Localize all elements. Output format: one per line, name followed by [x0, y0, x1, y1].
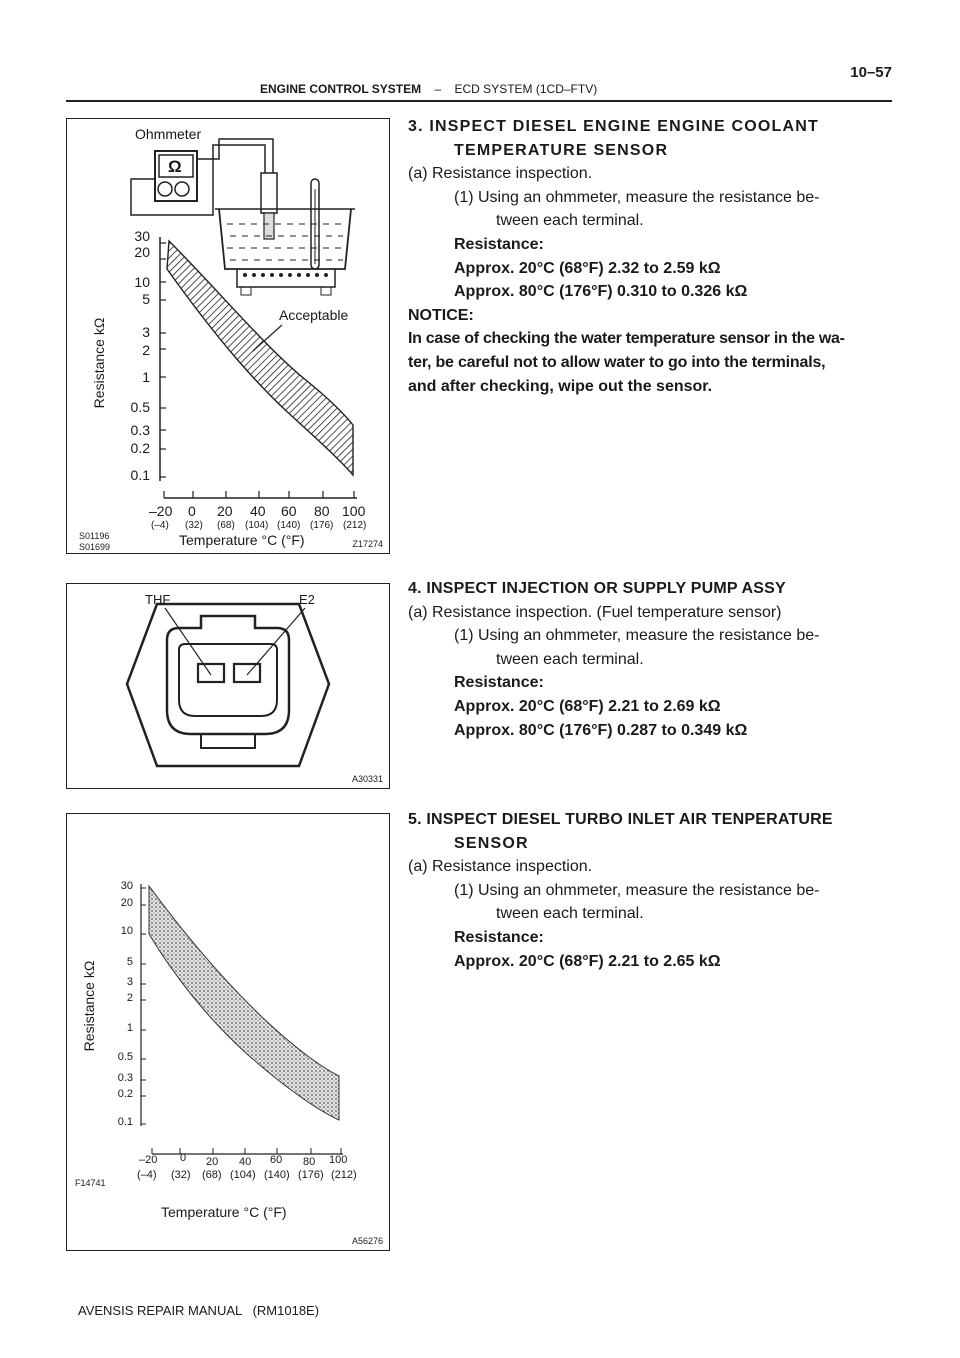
header-section: ENGINE CONTROL SYSTEM [260, 82, 422, 96]
figure-ref: A30331 [351, 774, 383, 784]
y-axis-label: Resistance kΩ [91, 317, 107, 409]
terminal-thf [198, 664, 224, 682]
x-tick: 0 [188, 503, 196, 519]
x-tick-f: (–4) [151, 520, 169, 531]
header-separator: – [434, 82, 442, 96]
y-tick: 30 [120, 880, 133, 892]
step-3-title-1: 3. INSPECT DIESEL ENGINE ENGINE COOLANT [408, 118, 820, 135]
step-5-step-1a: (1) Using an ohmmeter, measure the resistance be- [454, 881, 820, 899]
y-tick: 0.1 [130, 467, 150, 483]
step-4-resistance-1: Approx. 20°C (68°F) 2.21 to 2.69 kΩ [454, 697, 721, 715]
y-tick: 2 [126, 992, 133, 1004]
notice-line-2: ter, be careful not to allow water to go into the terminals, [408, 353, 826, 371]
y-tick: 3 [142, 324, 150, 340]
x-tick: 40 [239, 1156, 252, 1168]
step-4-title: 4. INSPECT INJECTION OR SUPPLY PUMP ASSY [408, 580, 786, 597]
y-tick: 0.1 [117, 1116, 133, 1128]
x-axis-label: Temperature °C (°F) [179, 532, 305, 548]
figure-ref-left-1: S01196 [79, 531, 110, 541]
step-5-title-1: 5. INSPECT DIESEL TURBO INLET AIR TENPERATURE [408, 811, 833, 828]
header-subsection: ECD SYSTEM (1CD–FTV) [454, 82, 598, 96]
x-tick-f: (32) [185, 520, 203, 531]
figure-ref-right: A56276 [351, 1236, 383, 1246]
y-tick: 0.2 [130, 440, 150, 456]
x-tick-f: (176) [298, 1169, 324, 1181]
step-4-step-1a: (1) Using an ohmmeter, measure the resistance be- [454, 627, 820, 645]
x-tick: 80 [303, 1156, 316, 1168]
step-3-resistance-1: Approx. 20°C (68°F) 2.32 to 2.59 kΩ [454, 259, 721, 277]
x-tick-f: (212) [331, 1169, 357, 1181]
connector-hex-outline [127, 604, 329, 766]
y-tick: 20 [134, 244, 150, 260]
label-thf: THF [145, 592, 171, 607]
y-axis-label: Resistance kΩ [81, 960, 97, 1052]
step-4-resistance-label: Resistance: [454, 674, 544, 692]
ohmmeter-label: Ohmmeter [135, 126, 202, 142]
x-tick: 20 [217, 503, 233, 519]
x-tick: 40 [250, 503, 266, 519]
x-tick-f: (140) [277, 520, 301, 531]
step-3-resistance-label: Resistance: [454, 235, 544, 253]
figure-ref-left: F14741 [75, 1178, 106, 1188]
x-axis-label: Temperature °C (°F) [161, 1204, 287, 1220]
x-tick-f: (–4) [137, 1169, 157, 1181]
step-4-resistance-2: Approx. 80°C (176°F) 0.287 to 0.349 kΩ [454, 721, 748, 739]
y-tick: 20 [120, 897, 133, 909]
x-tick-f: (140) [264, 1169, 290, 1181]
x-tick: 100 [329, 1154, 348, 1166]
heater-icon [237, 269, 335, 287]
footer-manual: AVENSIS REPAIR MANUAL (RM1018E) [78, 1303, 320, 1318]
step-5-resistance-label: Resistance: [454, 928, 544, 946]
notice-label: NOTICE: [408, 306, 474, 324]
step-5-block [408, 808, 898, 973]
terminal-e2 [234, 664, 260, 682]
x-tick-f: (212) [343, 520, 367, 531]
x-tick-f: (176) [310, 520, 334, 531]
x-tick-f: (68) [217, 520, 235, 531]
header-rule [66, 100, 892, 102]
step-4-block [408, 577, 898, 742]
y-tick: 3 [126, 976, 133, 988]
step-5-sub-a: (a) Resistance inspection. [408, 858, 593, 876]
running-header [260, 82, 597, 96]
y-tick: 0.2 [117, 1088, 133, 1100]
connector-tab [201, 734, 255, 748]
y-tick: 10 [120, 925, 133, 937]
step-3-resistance-2: Approx. 80°C (176°F) 0.310 to 0.326 kΩ [454, 283, 748, 301]
x-tick: 60 [270, 1154, 283, 1166]
y-tick: 0.3 [130, 422, 150, 438]
x-tick-f: (104) [245, 520, 269, 531]
y-tick: 0.5 [117, 1051, 133, 1063]
y-tick: 5 [142, 291, 150, 307]
figure-ref-left-2: S01699 [79, 542, 111, 552]
step-3-step-1b: tween each terminal. [496, 212, 644, 230]
figure-inlet-air-chart [66, 813, 390, 1251]
step-3-block [408, 115, 898, 398]
y-tick: 1 [142, 369, 150, 385]
sensor-icon [261, 173, 277, 213]
x-tick-f: (104) [230, 1169, 256, 1181]
figure-ref-right: Z17274 [352, 539, 383, 549]
x-tick: –20 [149, 503, 173, 519]
notice-line-3: and after checking, wipe out the sensor. [408, 377, 713, 395]
connector-cavity [179, 644, 277, 716]
figure-connector [66, 583, 390, 789]
x-tick: 80 [314, 503, 330, 519]
band-label: Acceptable [279, 307, 349, 323]
step-5-step-1b: tween each terminal. [496, 905, 644, 923]
figure-1-drawing [67, 119, 389, 553]
page-number: 10–57 [850, 64, 892, 81]
y-tick: 0.3 [117, 1072, 133, 1084]
figure-2-drawing [67, 584, 389, 788]
x-tick: –20 [139, 1154, 158, 1166]
y-tick: 5 [126, 956, 133, 968]
acceptable-band [149, 886, 339, 1120]
step-3-sub-a: (a) Resistance inspection. [408, 165, 593, 183]
x-tick: 60 [281, 503, 297, 519]
y-tick: 1 [126, 1022, 133, 1034]
x-tick: 0 [180, 1152, 187, 1164]
figure-3-drawing [67, 814, 389, 1250]
y-tick: 30 [134, 228, 150, 244]
x-tick-f: (32) [171, 1169, 191, 1181]
notice-line-1: In case of checking the water temperature sensor in the wa- [408, 330, 845, 348]
step-3-step-1a: (1) Using an ohmmeter, measure the resistance be- [454, 188, 820, 206]
step-5-resistance-1: Approx. 20°C (68°F) 2.21 to 2.65 kΩ [454, 952, 721, 970]
x-tick: 20 [206, 1156, 219, 1168]
y-tick: 10 [134, 274, 150, 290]
ohm-symbol: Ω [168, 157, 182, 176]
step-5-title-2: SENSOR [454, 834, 529, 852]
step-3-title-2: TEMPERATURE SENSOR [454, 141, 669, 159]
x-tick-f: (68) [202, 1169, 222, 1181]
y-tick: 0.5 [130, 399, 150, 415]
x-tick: 100 [342, 503, 366, 519]
step-4-sub-a: (a) Resistance inspection. (Fuel temperature sensor) [408, 603, 782, 621]
label-e2: E2 [299, 592, 315, 607]
figure-coolant-sensor-chart [66, 118, 390, 554]
step-4-step-1b: tween each terminal. [496, 650, 644, 668]
y-tick: 2 [142, 342, 150, 358]
